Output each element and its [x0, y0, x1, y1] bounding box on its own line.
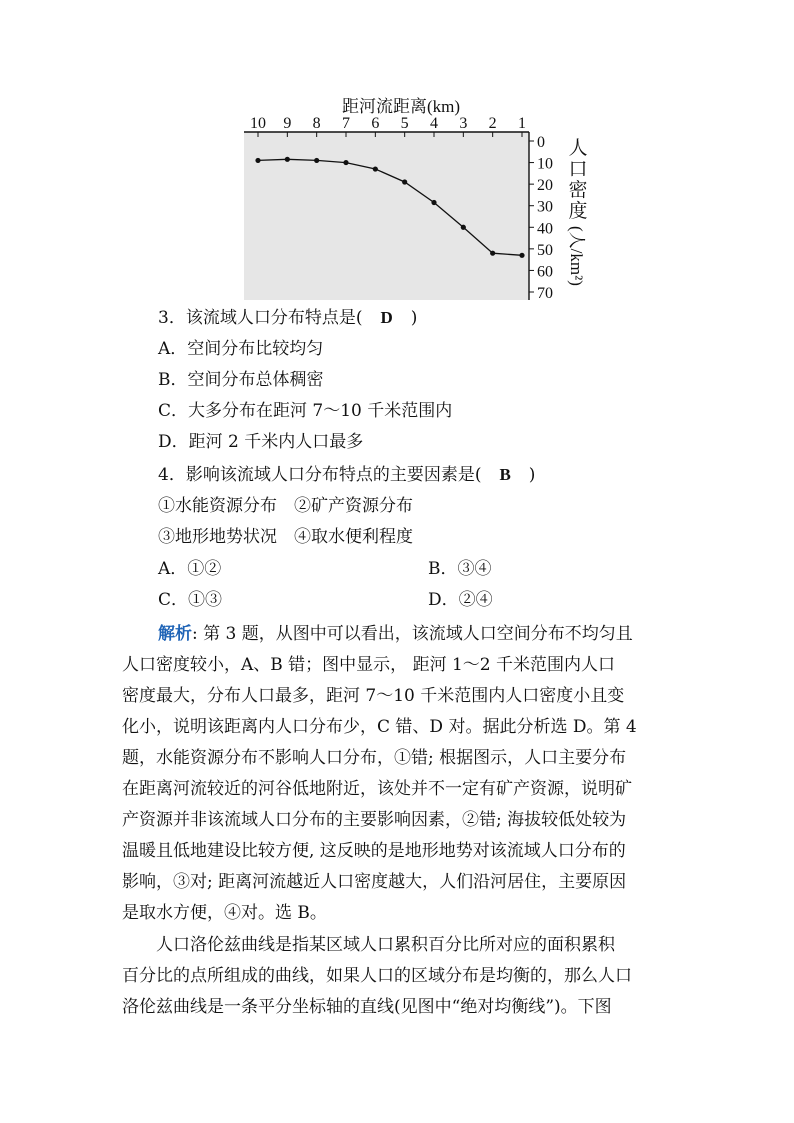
- question-3-answer: D: [380, 308, 393, 327]
- data-point: [490, 251, 495, 256]
- x-axis-label: 距河流距离(km): [341, 97, 461, 116]
- question-3-close: ): [410, 308, 418, 328]
- y-ticks: [529, 134, 553, 302]
- question-3-option-d: D．距河 2 千米内人口最多: [158, 432, 364, 452]
- x-tick-label: 7: [342, 115, 350, 132]
- analysis-line: 密度最大，分布人口最多，距河 7～10 千米范围内人口密度小且变: [122, 686, 625, 706]
- lorenz-paragraph: [122, 930, 678, 1023]
- analysis-label: 解析: [158, 624, 192, 644]
- y-axis-label-char: 度: [568, 201, 588, 222]
- x-tick-label: 2: [488, 115, 497, 132]
- analysis-section: [122, 619, 678, 929]
- y-axis-label: [567, 137, 588, 286]
- x-tick-label: 5: [400, 115, 409, 132]
- analysis-text: : 第 3 题，从图中可以看出，该流域人口空间分布不均匀且: [192, 624, 633, 644]
- question-4-answer: B: [499, 465, 511, 484]
- analysis-line: 化小，说明该距离内人口分布少，C 错、D 对。据此分析选 D。第 4: [122, 717, 637, 737]
- y-tick-label: 20: [537, 177, 553, 195]
- y-tick-label: 50: [537, 241, 553, 259]
- analysis-line: 人口密度较小，A、B 错；图中显示， 距河 1～2 千米范围内人口: [122, 655, 616, 675]
- x-tick-label: 4: [430, 115, 438, 132]
- question-3-option-c: C．大多分布在距河 7～10 千米范围内: [158, 401, 453, 421]
- question-3-option-a: A．空间分布比较均匀: [158, 339, 324, 359]
- data-point: [402, 179, 407, 184]
- lorenz-line: 人口洛伦兹曲线是指某区域人口累积百分比所对应的面积累积: [122, 935, 615, 955]
- x-tick-label: 8: [312, 115, 321, 132]
- lorenz-line: 百分比的点所组成的曲线，如果人口的区域分布是均衡的，那么人口: [122, 966, 632, 986]
- y-axis-label-rest: (人/km²): [567, 226, 586, 286]
- data-point: [314, 158, 319, 163]
- data-point: [461, 225, 466, 230]
- data-point: [285, 157, 290, 162]
- analysis-line: [122, 619, 678, 650]
- question-3-option-b: B．空间分布总体稠密: [158, 370, 324, 390]
- y-tick-label: 40: [537, 220, 553, 238]
- question-3-stem: [158, 308, 417, 328]
- y-tick-label: 30: [537, 198, 553, 216]
- y-tick-label: 10: [537, 155, 553, 173]
- analysis-line: 产资源并非该流域人口分布的主要影响因素，②错; 海拔较低处较为: [122, 810, 627, 830]
- question-4-close: ): [528, 465, 536, 485]
- analysis-line: 在距离河流较近的河谷低地附近，该处并不一定有矿产资源，说明矿: [122, 779, 632, 799]
- question-4-option-d: D．②④: [428, 590, 493, 610]
- analysis-line: 是取水方便，④对。选 B。: [122, 903, 327, 923]
- question-4-factors-2: ③地形地势状况 ④取水便利程度: [158, 527, 413, 547]
- x-tick-label: 9: [283, 115, 292, 132]
- analysis-line: 温暖且低地建设比较方便, 这反映的是地形地势对该流域人口分布的: [122, 841, 626, 861]
- question-4-option-a: A．①②: [158, 559, 222, 579]
- data-point: [431, 200, 436, 205]
- y-axis-label-char: 密: [568, 180, 588, 201]
- question-4-stem: [158, 465, 535, 485]
- data-point: [343, 160, 348, 165]
- data-point: [373, 166, 378, 171]
- y-tick-label: 0: [537, 134, 545, 151]
- population-density-chart: [236, 92, 608, 304]
- analysis-line: 题，水能资源分布不影响人口分布，①错; 根据图示，人口主要分布: [122, 748, 627, 768]
- data-point: [255, 158, 260, 163]
- y-axis-label-char: 口: [568, 159, 588, 180]
- y-axis-label-char: 人: [568, 138, 588, 159]
- x-tick-label: 1: [518, 115, 526, 132]
- analysis-line: 影响，③对; 距离河流越近人口密度越大，人们沿河居住，主要原因: [122, 872, 627, 892]
- y-tick-label: 60: [537, 263, 553, 281]
- lorenz-line: 洛伦兹曲线是一条平分坐标轴的直线(见图中“绝对均衡线”)。下图: [122, 997, 612, 1017]
- question-4-factors-1: ①水能资源分布 ②矿产资源分布: [158, 496, 413, 516]
- question-3-text: 3．该流域人口分布特点是(: [158, 308, 363, 328]
- question-4-option-c: C．①③: [158, 590, 223, 610]
- question-4-option-b: B．③④: [428, 559, 492, 579]
- y-tick-label: 70: [537, 285, 553, 302]
- question-4-text: 4．影响该流域人口分布特点的主要因素是(: [158, 465, 482, 485]
- x-tick-label: 3: [459, 115, 468, 132]
- data-point: [519, 253, 524, 258]
- x-tick-label: 6: [371, 115, 380, 132]
- x-tick-label: 10: [250, 115, 266, 132]
